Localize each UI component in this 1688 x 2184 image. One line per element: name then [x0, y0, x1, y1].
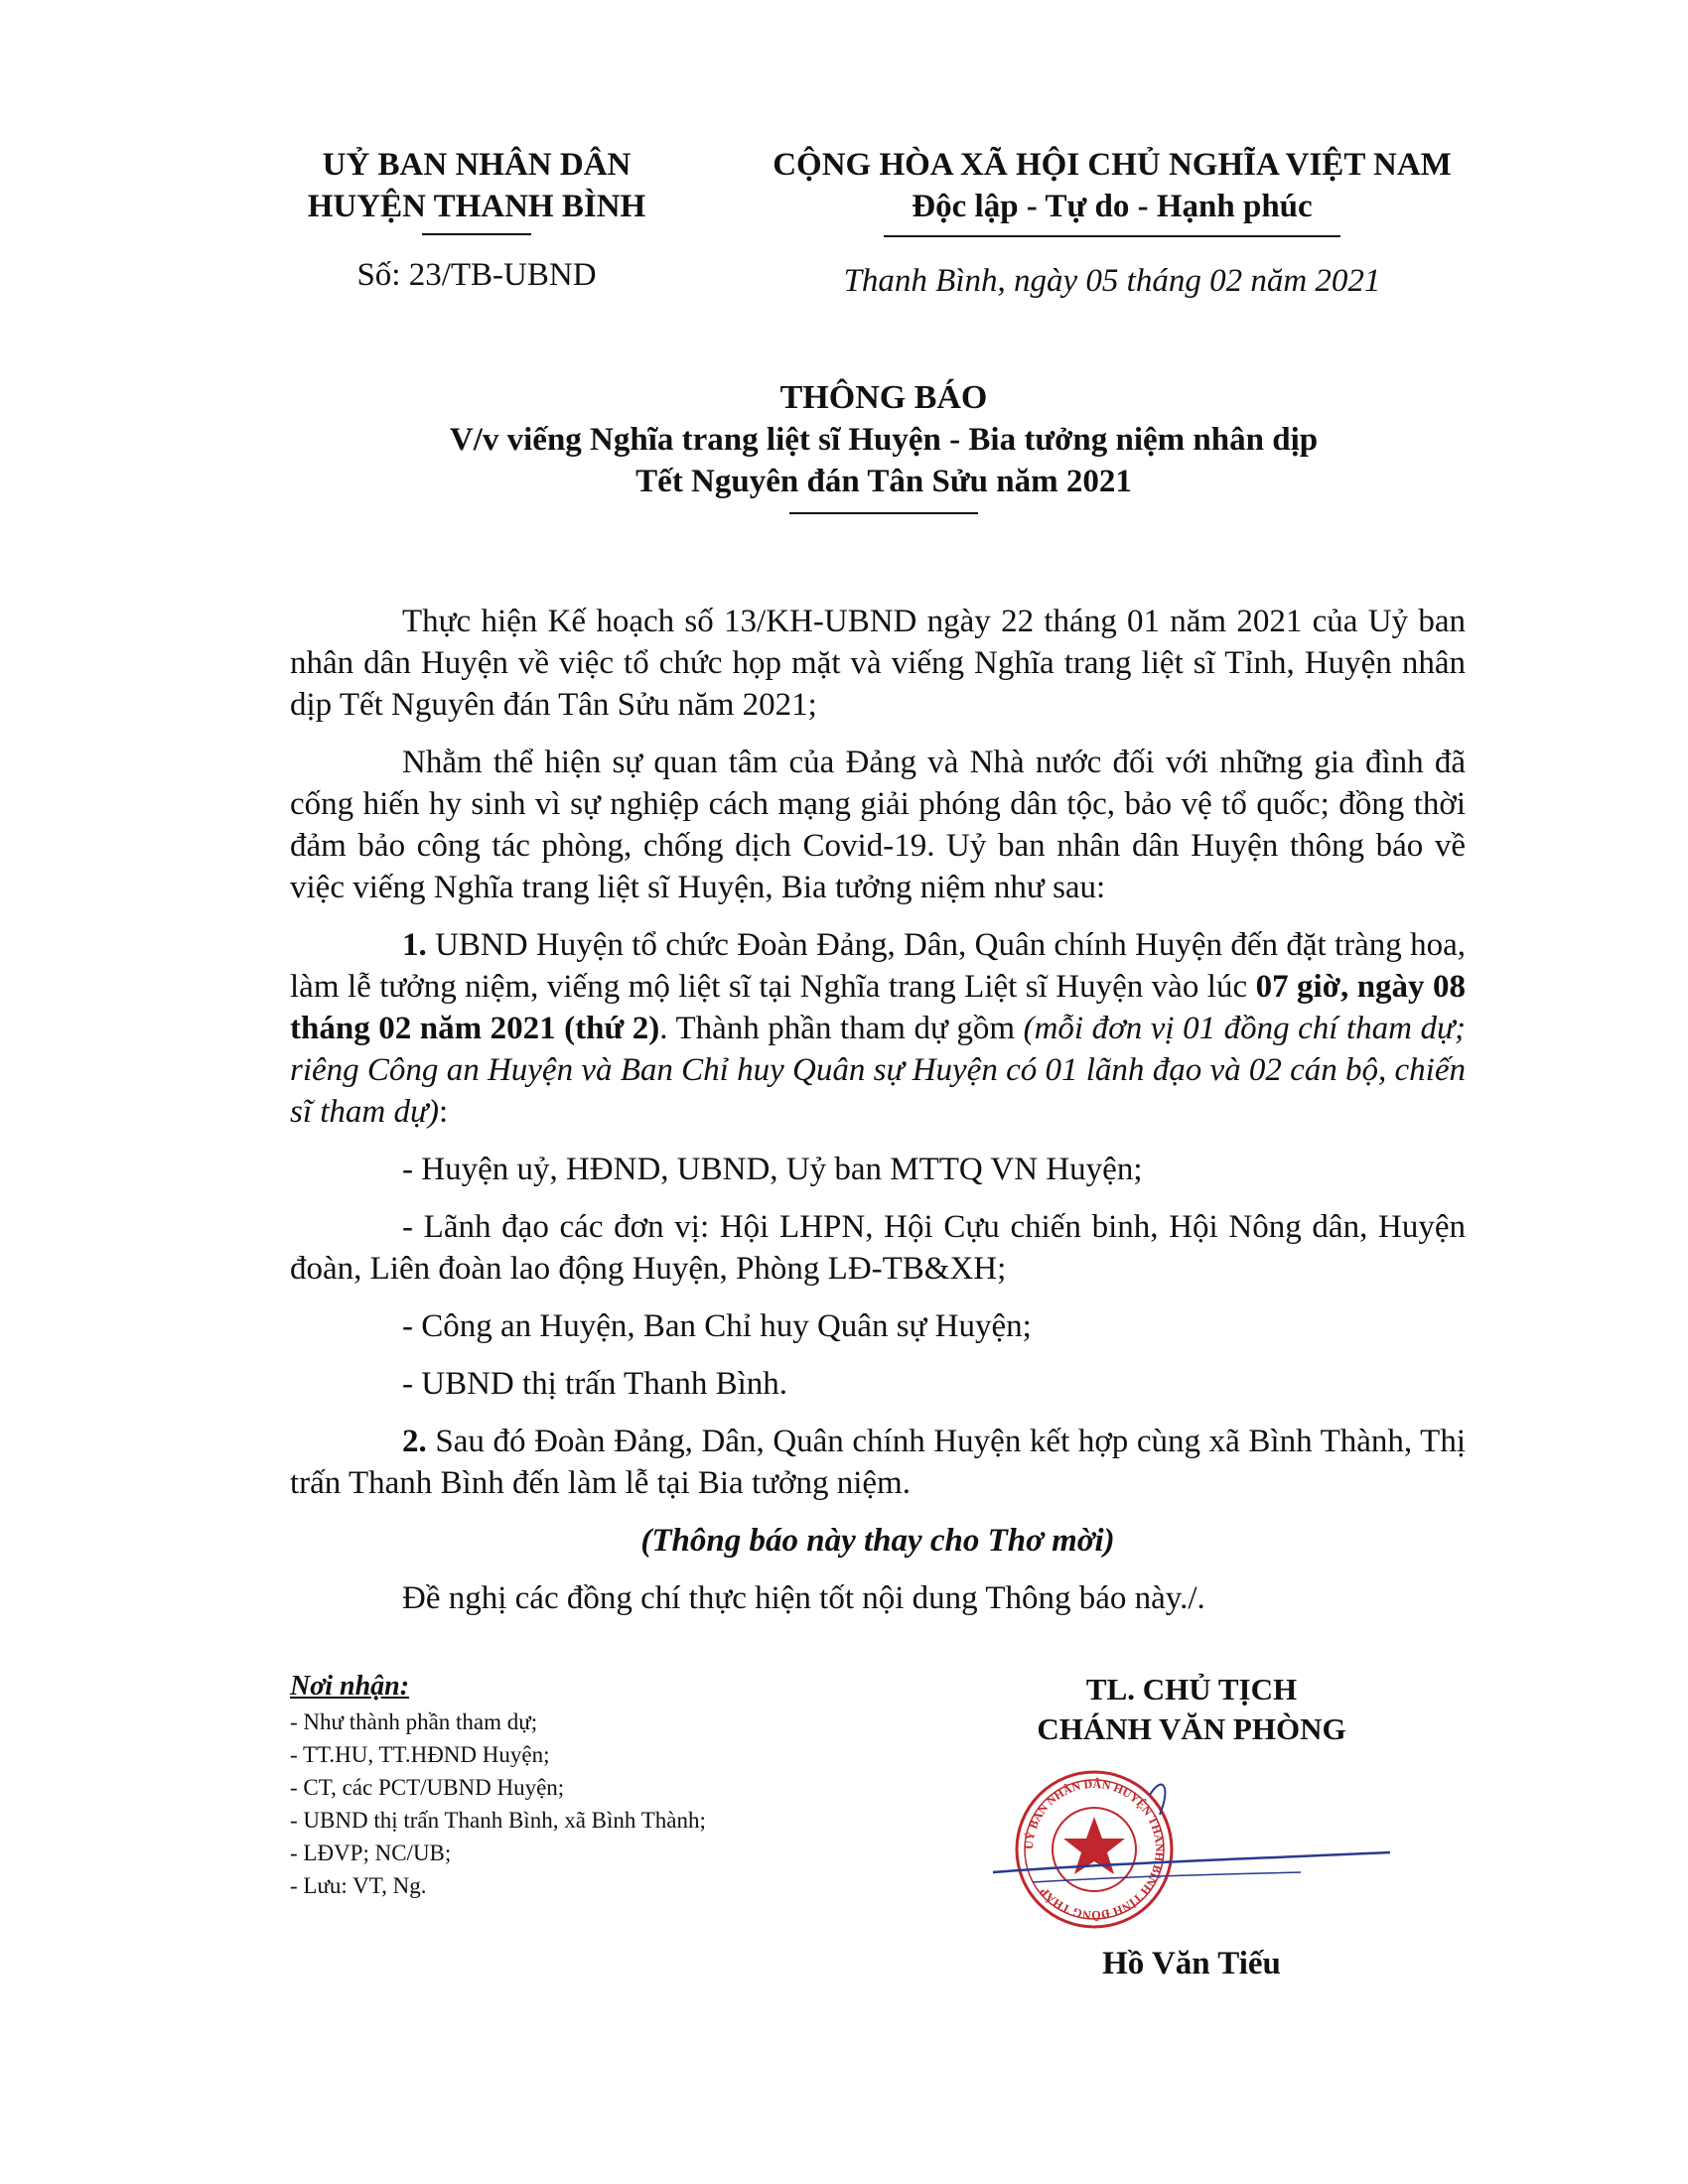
national-motto-block	[735, 144, 1489, 301]
signer-authority: TL. CHỦ TỊCH	[1085, 1672, 1298, 1706]
issuer-line2: HUYỆN THANH BÌNH	[307, 189, 646, 224]
recipient-item: - Như thành phần tham dự;	[290, 1709, 538, 1734]
issue-date: Thanh Bình, ngày 05 tháng 02 năm 2021	[843, 263, 1381, 299]
document-body	[290, 601, 1466, 1635]
paragraph-1: Thực hiện Kế hoạch số 13/KH-UBND ngày 22 tháng 01 năm 2021 của Uỷ ban nhân dân Huyện về việc tổ chức họp mặt và viếng Nghĩa trang liệt sĩ Tỉnh, Huyện nhân dịp Tết Nguyên đán Tân Sửu năm 2021;	[290, 604, 1466, 723]
item-1-text-a: UBND Huyện tổ chức Đoàn Đảng, Dân, Quân chính Huyện đến đặt tràng hoa, làm lễ tưởng niệm, viếng mộ liệt sĩ tại Nghĩa trang Liệt sĩ Huyện vào lúc	[290, 927, 1466, 1005]
signer-name: Hồ Văn Tiếu	[1102, 1946, 1281, 1981]
item-1-datetime: 07 giờ, ngày 08 tháng 02 năm 2021 (thứ 2)	[290, 969, 1467, 1046]
recipients-heading: Nơi nhận:	[290, 1671, 410, 1702]
motto-divider	[884, 235, 1340, 237]
closing-note: (Thông báo này thay cho Thơ mời)	[640, 1523, 1115, 1559]
issuer-block	[278, 144, 675, 295]
document-subject-line2: Tết Nguyên đán Tân Sửu năm 2021	[635, 464, 1132, 499]
document-subject-line1: V/v viếng Nghĩa trang liệt sĩ Huyện - Bia tưởng niệm nhân dịp	[449, 422, 1319, 458]
title-divider	[789, 512, 978, 514]
motto: Độc lập - Tự do - Hạnh phúc	[912, 189, 1313, 224]
recipient-item: - CT, các PCT/UBND Huyện;	[290, 1775, 565, 1800]
attendee-bullet-1: - Huyện uỷ, HĐND, UBND, Uỷ ban MTTQ VN Huyện;	[402, 1152, 1143, 1187]
signature-block	[973, 1670, 1410, 1983]
recipients-block	[290, 1670, 846, 1902]
item-1-text-b: . Thành phần tham dự gồm	[659, 1011, 1024, 1046]
item-1	[290, 924, 1466, 1133]
official-seal-icon	[973, 1755, 1410, 1944]
country-name: CỘNG HÒA XÃ HỘI CHỦ NGHĨA VIỆT NAM	[773, 147, 1452, 183]
recipients-list	[290, 1706, 846, 1902]
item-2-number: 2.	[402, 1424, 427, 1459]
recipient-item: - UBND thị trấn Thanh Bình, xã Bình Thành;	[290, 1808, 706, 1833]
seal-and-signature	[973, 1755, 1410, 1944]
item-1-note: (mỗi đơn vị 01 đồng chí tham dự; riêng Công an Huyện và Ban Chỉ huy Quân sự Huyện có 01 lãnh đạo và 02 cán bộ, chiến sĩ tham dự)	[290, 1011, 1466, 1130]
item-2	[290, 1421, 1466, 1504]
recipient-item: - Lưu: VT, Ng.	[290, 1873, 427, 1898]
signer-position: CHÁNH VĂN PHÒNG	[1037, 1711, 1346, 1746]
document-number: Số: 23/TB-UBND	[356, 257, 597, 293]
item-2-text: Sau đó Đoàn Đảng, Dân, Quân chính Huyện kết hợp cùng xã Bình Thành, Thị trấn Thanh Bình đến làm lễ tại Bia tưởng niệm.	[290, 1424, 1466, 1501]
document-title: THÔNG BÁO	[779, 379, 988, 416]
document-title-block	[298, 377, 1470, 514]
attendee-bullet-2: - Lãnh đạo các đơn vị: Hội LHPN, Hội Cựu chiến binh, Hội Nông dân, Huyện đoàn, Liên đoàn lao động Huyện, Phòng LĐ-TB&XH;	[290, 1209, 1466, 1287]
attendee-bullet-3: - Công an Huyện, Ban Chỉ huy Quân sự Huyện;	[402, 1308, 1032, 1344]
item-1-end: :	[439, 1094, 449, 1130]
svg-text:UỶ BAN NHÂN DÂN HUYỆN THANH BÌ: UỶ BAN NHÂN DÂN HUYỆN THANH BÌNH TỈNH ĐỒNG THÁP	[1021, 1776, 1168, 1923]
issuer-line1: UỶ BAN NHÂN DÂN	[322, 147, 632, 183]
attendee-bullet-4: - UBND thị trấn Thanh Bình.	[402, 1366, 788, 1402]
issuer-divider	[422, 233, 531, 235]
request-line: Đề nghị các đồng chí thực hiện tốt nội dung Thông báo này./.	[402, 1580, 1205, 1616]
recipient-item: - LĐVP; NC/UB;	[290, 1841, 452, 1865]
recipient-item: - TT.HU, TT.HĐND Huyện;	[290, 1742, 550, 1767]
paragraph-2: Nhằm thể hiện sự quan tâm của Đảng và Nhà nước đối với những gia đình đã cống hiến hy sinh vì sự nghiệp cách mạng giải phóng dân tộc, bảo vệ tổ quốc; đồng thời đảm bảo công tác phòng, chống dịch Covid-19. Uỷ ban nhân dân Huyện thông báo về việc viếng Nghĩa trang liệt sĩ Huyện, Bia tưởng niệm như sau:	[290, 745, 1466, 905]
item-1-number: 1.	[402, 927, 427, 963]
